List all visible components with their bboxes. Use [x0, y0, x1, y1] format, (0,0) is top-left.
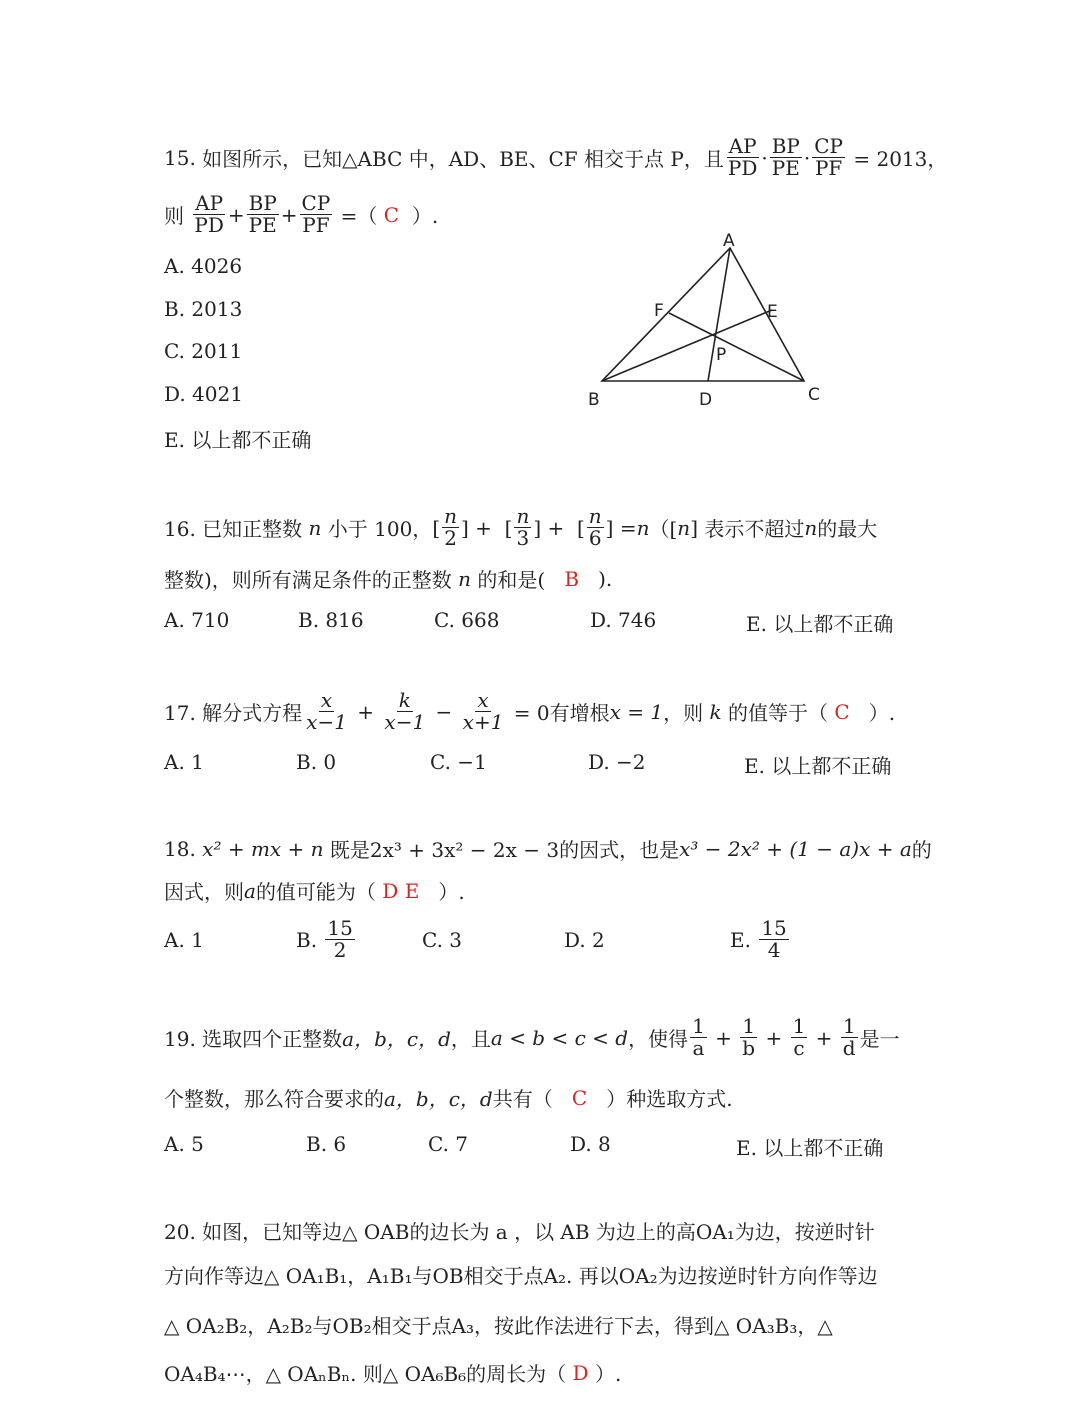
q16-stem-line2: 整数)，则所有满足条件的正整数 n 的和是( B ).: [164, 564, 612, 593]
q17-root: x = 1: [609, 699, 664, 724]
q17-stem-text: 17. 解分式方程: [164, 701, 303, 725]
q15-eq-value: = 2013，: [853, 147, 948, 171]
q17-answer: C: [834, 699, 850, 724]
q20-line4: [164, 1358, 621, 1387]
q18-stem-b: 因式，则: [164, 880, 244, 904]
q15-option-a: A. 4026: [164, 254, 243, 278]
q20-line3: △ OA₂B₂，A₂B₂与OB₂相交于点A₃，按此作法进行下去，得到△ OA₃B₃，△: [164, 1314, 833, 1338]
var-n: n: [308, 515, 322, 540]
segment-be: [602, 310, 772, 381]
q19-stem-e: 个整数，那么符合要求的: [164, 1087, 384, 1111]
q19-ineq: a < b < c < d: [490, 1025, 629, 1050]
frac-n-6: $\frac{n}{6}$: [588, 504, 602, 550]
q15-option-b: B. 2013: [164, 297, 243, 321]
frac-ap-pd-2: $\frac{AP}{PD}$: [194, 191, 224, 237]
q15-option-c: C. 2011: [164, 339, 243, 363]
q18-stem-line1: [164, 834, 932, 863]
q19-option-d: D. 8: [570, 1132, 611, 1156]
q17-option-d: D. −2: [588, 750, 646, 774]
q20-line1: 20. 如图，已知等边△ OAB的边长为 a ，以 AB 为边上的高OA₁为边，按逆时针: [164, 1220, 875, 1244]
label-e: E: [767, 302, 778, 322]
q16-option-a: A. 710: [164, 608, 230, 632]
q16-option-d: D. 746: [590, 608, 657, 632]
q18-number: 18.: [164, 836, 196, 861]
q18-stem-line2: 因式，则 a 的值可能为（ D E ）.: [164, 876, 465, 905]
q19-stem-text: 19. 选取四个正整数: [164, 1027, 343, 1051]
q18-option-c: C. 3: [422, 928, 463, 952]
q15-option-d: D. 4021: [164, 382, 243, 406]
q19-stem-line1: 19. 选取四个正整数 a，b，c，d ，且 a < b < c < d ，使得 $\frac{1}{a}$ + $\frac{1}{b}$ + $\frac{1}{c}$ + $\frac{1}{d}$ 是一: [164, 1014, 900, 1060]
frac-x-xm1: $\frac{x}{x-1}$: [306, 688, 347, 734]
q19-stem-b: ，且: [450, 1027, 491, 1051]
frac-1-b: $\frac{1}{b}$: [742, 1014, 756, 1060]
label-p: P: [716, 345, 727, 365]
q19-option-c: C. 7: [428, 1132, 469, 1156]
q16-option-b: B. 816: [298, 608, 364, 632]
triangle-diagram: [580, 228, 840, 413]
q18-option-b: [296, 918, 357, 961]
q16-stem-text: 16. 已知正整数: [164, 517, 303, 541]
q20-line2: 方向作等边△ OA₁B₁，A₁B₁与OB相交于点A₂. 再以OA₂为边按逆时针方向作等边: [164, 1264, 878, 1288]
label-d: D: [699, 390, 713, 410]
label-f: F: [654, 301, 664, 321]
frac-n-2: $\frac{n}{2}$: [444, 504, 458, 550]
q19-stem-d: 是一: [859, 1027, 900, 1051]
q17-option-e: E. 以上都不正确: [744, 754, 892, 778]
label-b: B: [588, 390, 600, 410]
q17-option-a: A. 1: [164, 750, 204, 774]
q15-answer: C: [383, 202, 400, 227]
frac-1-a: $\frac{1}{a}$: [692, 1014, 705, 1060]
label-a: A: [723, 231, 735, 251]
q17-stem: 17. 解分式方程 $\frac{x}{x-1}$ + $\frac{k}{x-1}$ − $\frac{x}{x+1}$ = 0有增根 x = 1 ，则 k 的值等于（ C ）.: [164, 688, 896, 734]
frac-cp-pf: $\frac{CP}{PF}$: [814, 134, 843, 180]
segment-cf: [669, 313, 804, 381]
frac-n-3: $\frac{n}{3}$: [516, 504, 530, 550]
q18-option-a: A. 1: [164, 928, 204, 952]
q19-stem-f: 共有（: [492, 1087, 553, 1111]
q19-option-a: A. 5: [164, 1132, 204, 1156]
q19-stem-g: ）种选取方式.: [606, 1087, 733, 1111]
frac-1-d: $\frac{1}{d}$: [842, 1014, 856, 1060]
frac-bp-pe-2: $\frac{BP}{PE}$: [248, 191, 277, 237]
q19-stem-c: ，使得: [628, 1027, 689, 1051]
q19-vars-2: a，b，c，d: [384, 1087, 493, 1111]
q15-option-e: E. 以上都不正确: [164, 428, 312, 452]
frac-k-xm1: $\frac{k}{x-1}$: [384, 688, 426, 734]
frac-15-2: [325, 918, 354, 961]
frac-15-2-den: 2: [333, 938, 347, 962]
q18-answer: D E: [382, 878, 420, 903]
q18-option-b-label: B.: [296, 927, 318, 952]
frac-cp-pf-2: $\frac{CP}{PF}$: [301, 191, 331, 237]
q18-option-d: D. 2: [564, 928, 605, 952]
frac-ap-pd: $\frac{AP}{PD}$: [727, 134, 758, 180]
q18-expr1: x² + mx + n: [202, 836, 324, 861]
q18-option-e: [730, 918, 791, 961]
frac-15-4-den: 4: [767, 938, 781, 962]
q16-stem-e: 整数)，则所有满足条件的正整数: [164, 568, 452, 592]
q18-stem-mid: 既是2x³ + 3x² − 2x − 3的因式，也是: [329, 838, 680, 862]
q20-line4-text: OA₄B₄⋯，△ OAₙBₙ. 则△ OA₆B₆的周长为（: [164, 1362, 567, 1386]
q20-answer: D: [572, 1360, 589, 1385]
label-c: C: [808, 385, 820, 405]
q18-stem-c: 的值可能为（: [255, 880, 376, 904]
q17-stem-b: = 0有增根: [513, 701, 610, 725]
q16-stem-b: 小于 100，: [327, 517, 433, 541]
q15-stem-b: 则: [164, 204, 184, 228]
frac-1-c: $\frac{1}{c}$: [792, 1014, 806, 1060]
q15-stem-line2: 则 $\frac{AP}{PD}$ + $\frac{BP}{PE}$ + $\frac{CP}{PF}$ =（ C ）.: [164, 191, 439, 237]
q19-answer: C: [571, 1085, 588, 1110]
q16-option-c: C. 668: [434, 608, 500, 632]
q20-line4-tail: ）.: [594, 1362, 622, 1386]
q17-option-c: C. −1: [430, 750, 487, 774]
q17-stem-e: 的值等于（: [727, 701, 828, 725]
q19-vars: a，b，c，d: [342, 1027, 451, 1051]
q16-answer: B: [564, 566, 580, 591]
q17-stem-d: ，则: [663, 701, 704, 725]
frac-x-xp1: $\frac{x}{x+1}$: [462, 688, 504, 734]
q16-stem-d: 的最大: [817, 517, 878, 541]
frac-15-4-num: 15: [761, 916, 787, 940]
frac-15-4: [759, 918, 788, 961]
var-k: k: [709, 699, 722, 724]
q19-option-e: E. 以上都不正确: [736, 1136, 884, 1160]
q19-stem-line2: [164, 1083, 733, 1112]
q15-number: 15.: [164, 145, 196, 170]
q15-stem-text: 如图所示，已知△ABC 中，AD、BE、CF 相交于点 P，且: [202, 147, 724, 171]
q18-expr2: x³ − 2x² + (1 − a)x + a: [679, 836, 912, 861]
q16-stem-f: 的和是(: [477, 568, 546, 592]
q19-option-b: B. 6: [306, 1132, 347, 1156]
q16-option-e: E. 以上都不正确: [746, 612, 894, 636]
q16-stem-c: 表示不超过: [704, 517, 805, 541]
frac-15-2-num: 15: [327, 916, 353, 940]
q15-stem-line1: 15. 如图所示，已知△ABC 中，AD、BE、CF 相交于点 P，且 $\frac{AP}{PD}$ · $\frac{BP}{PE}$ · $\frac{CP}{PF}$ = 2013，: [164, 134, 948, 180]
frac-bp-pe: $\frac{BP}{PE}$: [771, 134, 800, 180]
q18-tail: 的: [911, 838, 932, 862]
q16-stem-line1: 16. 已知正整数 n 小于 100， [ $\frac{n}{2}$ ] + [ $\frac{n}{3}$ ] + [ $\frac{n}{6}$ ] = n （[ n ] 表示不超过 n 的最大: [164, 504, 878, 550]
q18-option-e-label: E.: [730, 927, 751, 952]
q17-option-b: B. 0: [296, 750, 337, 774]
